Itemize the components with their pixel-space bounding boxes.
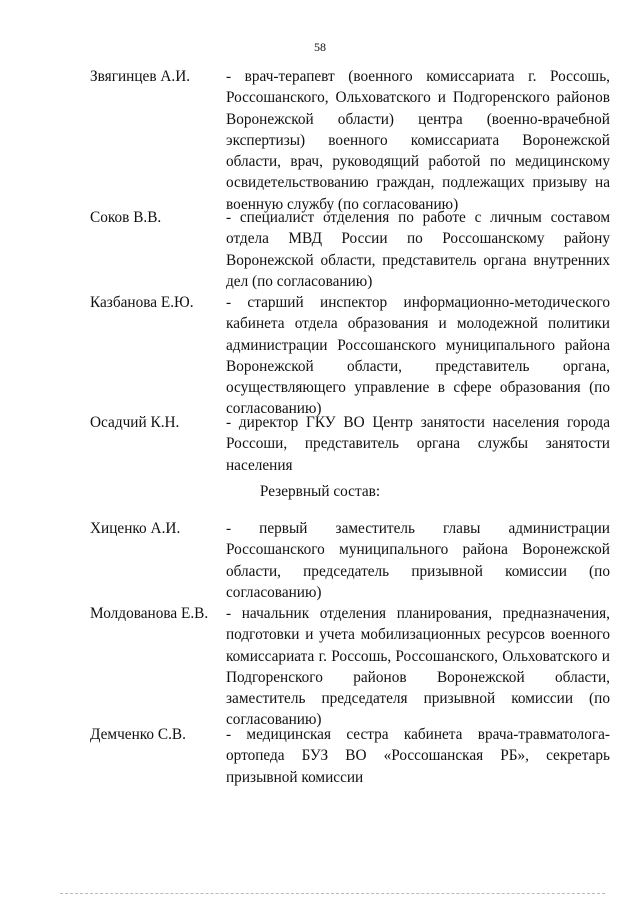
member-name: Хиценко А.И. xyxy=(90,520,181,537)
member-name: Демченко С.В. xyxy=(90,726,186,743)
member-description: - старший инспектор информационно-методического кабинета отдела образования и молодежной политики администрации Россошанского муниципального района Воронежской области, представитель органа, осуществляющего управление в сфере образования (по согласованию) xyxy=(226,294,610,418)
member-entry xyxy=(90,207,610,292)
member-description: - медицинская сестра кабинета врача-травматолога-ортопеда БУЗ ВО «Россошанская РБ», секретарь призывной комиссии xyxy=(226,726,610,786)
bottom-divider xyxy=(60,893,605,894)
member-name: Казбанова Е.Ю. xyxy=(90,294,194,311)
member-name: Соков В.В. xyxy=(90,209,162,226)
member-description: - специалист отделения по работе с личным составом отдела МВД России по Россошанскому району Воронежской области, представитель органа внутренних дел (по согласованию) xyxy=(226,209,610,290)
member-description: - директор ГКУ ВО Центр занятости населения города Россоши, представитель органа службы занятости населения xyxy=(226,414,610,474)
member-entry xyxy=(90,66,610,215)
member-name: Звягинцев А.И. xyxy=(90,68,191,85)
member-description: - врач-терапевт (военного комиссариата г. Россошь, Россошанского, Ольховатского и Подгоренского районов Воронежской области) центра (военно-врачебной экспертизы) военного комиссариата Воронежской области, врач, руководящий работой по медицинскому освидетельствованию граждан, подлежащих призыву на военную службу (по согласованию) xyxy=(226,68,610,213)
reserve-member-entry xyxy=(90,724,610,788)
reserve-member-entry xyxy=(90,603,610,731)
member-description: - первый заместитель главы администрации Россошанского муниципального района Воронежской области, председатель призывной комиссии (по согласованию) xyxy=(226,520,610,601)
member-description: - начальник отделения планирования, предназначения, подготовки и учета мобилизационных ресурсов военного комиссариата г. Россошь, Россошанского, Ольховатского и Подгоренского районов Воронежской области, заместитель председателя призывной комиссии (по согласованию) xyxy=(226,605,610,729)
reserve-heading: Резервный состав: xyxy=(259,483,381,500)
member-entry xyxy=(90,412,610,476)
member-entry xyxy=(90,292,610,420)
page-number: 58 xyxy=(314,40,326,54)
member-name: Молдованова Е.В. xyxy=(90,605,209,622)
reserve-member-entry xyxy=(90,518,610,603)
member-name: Осадчий К.Н. xyxy=(90,414,180,431)
